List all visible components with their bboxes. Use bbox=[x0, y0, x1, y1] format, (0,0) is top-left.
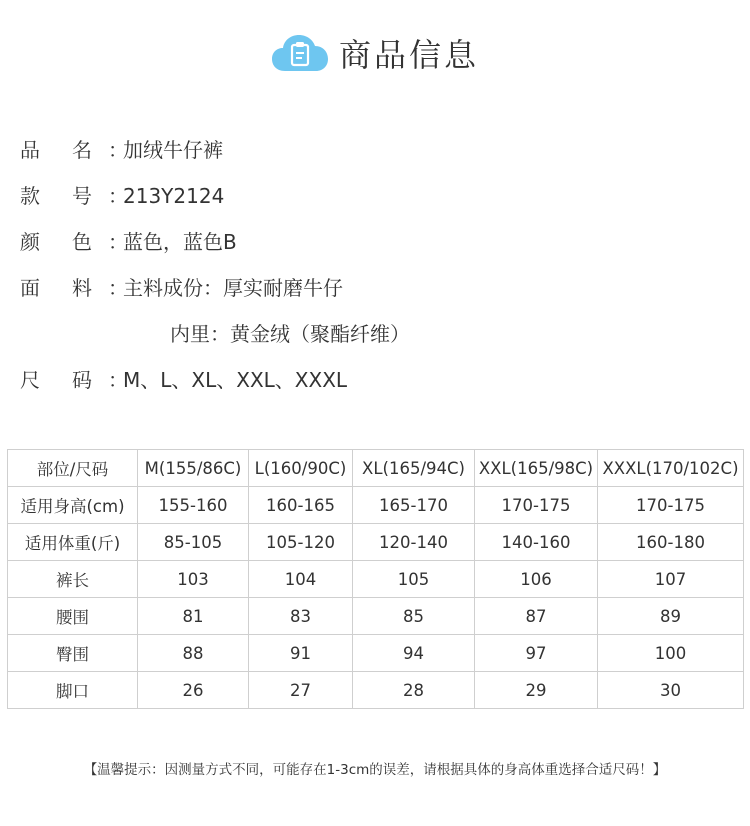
table-cell: 106 bbox=[475, 561, 598, 598]
cloud-clipboard-icon bbox=[271, 33, 329, 73]
info-key: 款 bbox=[20, 184, 40, 208]
table-cell: 120-140 bbox=[353, 524, 475, 561]
table-cell: 28 bbox=[353, 672, 475, 709]
table-cell: 87 bbox=[475, 598, 598, 635]
table-cell: 104 bbox=[249, 561, 353, 598]
warm-tip: 【温馨提示：因测量方式不同，可能存在1-3cm的误差，请根据具体的身高体重选择合适尺码！】 bbox=[83, 762, 667, 778]
table-cell: 29 bbox=[475, 672, 598, 709]
table-header-cell: 部位/尺码 bbox=[8, 450, 138, 487]
table-header-cell: L(160/90C) bbox=[249, 450, 353, 487]
table-cell: 91 bbox=[249, 635, 353, 672]
table-cell: 140-160 bbox=[475, 524, 598, 561]
row-label: 腰围 bbox=[8, 598, 138, 635]
table-row bbox=[8, 524, 744, 561]
info-value: 内里：黄金绒（聚酯纤维） bbox=[170, 322, 410, 346]
table-header-cell: XXL(165/98C) bbox=[475, 450, 598, 487]
row-label: 臀围 bbox=[8, 635, 138, 672]
row-label: 适用身高(cm) bbox=[8, 487, 138, 524]
info-row-fabric: 面 料 ：主料成份：厚实耐磨牛仔 bbox=[20, 268, 343, 308]
info-value: 213Y2124 bbox=[123, 184, 225, 208]
info-key: 尺 bbox=[20, 368, 40, 392]
info-row-name: 品 名 ：加绒牛仔裤 bbox=[20, 130, 223, 170]
info-key: 料 bbox=[72, 276, 92, 300]
table-cell: 30 bbox=[598, 672, 744, 709]
table-cell: 88 bbox=[138, 635, 249, 672]
info-key: 面 bbox=[20, 276, 40, 300]
section-header bbox=[0, 30, 750, 76]
table-cell: 85 bbox=[353, 598, 475, 635]
table-cell: 170-175 bbox=[475, 487, 598, 524]
table-cell: 103 bbox=[138, 561, 249, 598]
row-label: 裤长 bbox=[8, 561, 138, 598]
info-value: 加绒牛仔裤 bbox=[123, 138, 223, 162]
info-key: 色 bbox=[72, 230, 92, 254]
info-row-size: 尺 码 ：M、L、XL、XXL、XXXL bbox=[20, 360, 347, 400]
table-cell: 85-105 bbox=[138, 524, 249, 561]
info-row-style-no: 款 号 ：213Y2124 bbox=[20, 176, 224, 216]
table-cell: 81 bbox=[138, 598, 249, 635]
table-header-cell: XXXL(170/102C) bbox=[598, 450, 744, 487]
table-row bbox=[8, 561, 744, 598]
table-row bbox=[8, 598, 744, 635]
table-cell: 97 bbox=[475, 635, 598, 672]
table-cell: 107 bbox=[598, 561, 744, 598]
info-key: 颜 bbox=[20, 230, 40, 254]
table-cell: 89 bbox=[598, 598, 744, 635]
row-label: 适用体重(斤) bbox=[8, 524, 138, 561]
table-cell: 94 bbox=[353, 635, 475, 672]
info-key: 码 bbox=[72, 368, 92, 392]
table-row bbox=[8, 487, 744, 524]
table-header-cell: M(155/86C) bbox=[138, 450, 249, 487]
info-value: M、L、XL、XXL、XXXL bbox=[123, 368, 348, 392]
table-row bbox=[8, 635, 744, 672]
table-cell: 105 bbox=[353, 561, 475, 598]
info-value: 主料成份：厚实耐磨牛仔 bbox=[123, 276, 343, 300]
info-value: 蓝色，蓝色B bbox=[123, 230, 237, 254]
table-row bbox=[8, 672, 744, 709]
page-title: 商品信息 bbox=[338, 36, 479, 74]
table-cell: 170-175 bbox=[598, 487, 744, 524]
info-key: 名 bbox=[72, 138, 92, 162]
table-cell: 160-165 bbox=[249, 487, 353, 524]
table-cell: 83 bbox=[249, 598, 353, 635]
info-row-lining bbox=[170, 314, 410, 354]
info-key: 品 bbox=[20, 138, 40, 162]
info-row-color: 颜 色 ：蓝色，蓝色B bbox=[20, 222, 237, 262]
table-cell: 100 bbox=[598, 635, 744, 672]
row-label: 脚口 bbox=[8, 672, 138, 709]
table-cell: 105-120 bbox=[249, 524, 353, 561]
table-cell: 27 bbox=[249, 672, 353, 709]
table-cell: 160-180 bbox=[598, 524, 744, 561]
table-cell: 155-160 bbox=[138, 487, 249, 524]
info-key: 号 bbox=[72, 184, 92, 208]
table-header-cell: XL(165/94C) bbox=[353, 450, 475, 487]
table-header-row bbox=[8, 450, 744, 487]
table-cell: 165-170 bbox=[353, 487, 475, 524]
table-cell: 26 bbox=[138, 672, 249, 709]
size-table bbox=[7, 449, 744, 709]
